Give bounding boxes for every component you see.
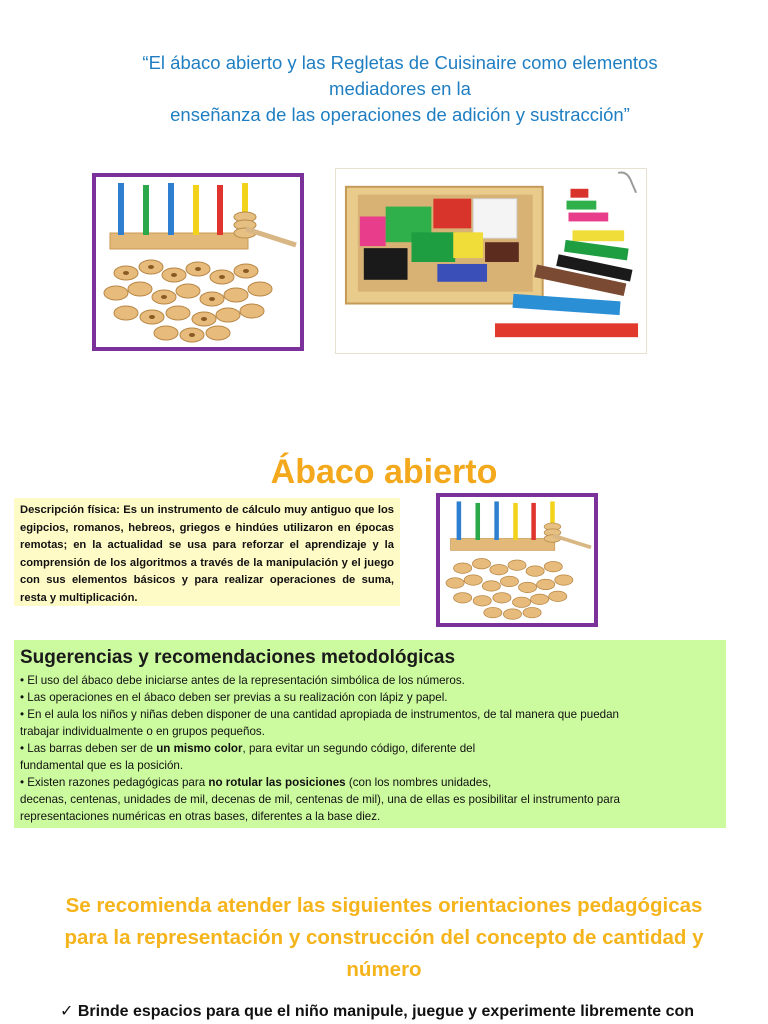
suggestion-emphasis: no rotular las posiciones xyxy=(208,776,346,789)
section-heading-abaco: Ábaco abierto xyxy=(270,453,498,491)
description-box xyxy=(14,498,400,606)
recommendation-line-3: número xyxy=(346,958,422,981)
abacus-illustration xyxy=(96,177,300,347)
recommendation-line-1: Se recomienda atender las siguientes orientaciones pedagógicas xyxy=(65,894,703,917)
suggestion-text: • Las barras deben ser de xyxy=(20,742,157,755)
description-text: Es un instrumento de cálculo muy antiguo que los egipcios, romanos, hebreos, griegos e hindúes utilizaron en épocas remotas; en la actualidad se usa para reforzar el aprendizaje y la comprensión de los algoritmos a través de la manipulación y el juego con sus elementos básicos y para realizar operaciones de suma, resta y multiplicación. xyxy=(20,504,394,604)
suggestion-line: trabajar individualmente o en grupos pequeños. xyxy=(20,725,265,738)
document-title xyxy=(60,50,740,128)
suggestion-line xyxy=(20,774,720,791)
cuisenaire-illustration xyxy=(336,169,646,353)
suggestion-line: representaciones numéricas en otras bases, diferentes a la base diez. xyxy=(20,810,381,823)
suggestion-text: • Existen razones pedagógicas para xyxy=(20,776,209,789)
abacus-photo xyxy=(92,173,304,351)
suggestion-line: • En el aula los niños y niñas deben disponer de una cantidad apropiada de instrumentos, de tal manera que puedan xyxy=(20,708,619,721)
title-line-1: “El ábaco abierto y las Regletas de Cuisinaire como elementos xyxy=(142,52,658,73)
description-label: Descripción física: xyxy=(20,504,120,516)
suggestions-box xyxy=(14,640,726,828)
abacus-photo-small xyxy=(436,493,598,627)
title-line-2: mediadores en la xyxy=(329,78,471,99)
suggestion-line xyxy=(20,740,720,757)
check-list-item xyxy=(60,1000,760,1024)
check-mark-icon: ✓ xyxy=(60,1003,74,1020)
cuisenaire-rods-photo xyxy=(335,168,647,354)
suggestion-line: • Las operaciones en el ábaco deben ser previas a su realización con lápiz y papel. xyxy=(20,691,448,704)
suggestion-line: fundamental que es la posición. xyxy=(20,759,184,772)
suggestion-text: (con los nombres unidades, xyxy=(345,776,492,789)
title-line-3: enseñanza de las operaciones de adición y sustracción” xyxy=(170,104,630,125)
suggestion-line: • El uso del ábaco debe iniciarse antes de la representación simbólica de los números. xyxy=(20,674,465,687)
suggestion-emphasis: un mismo color xyxy=(156,742,243,755)
suggestion-line: decenas, centenas, unidades de mil, decenas de mil, centenas de mil), una de ellas es posibilitar el instrumento para xyxy=(20,793,620,806)
suggestion-text: , para evitar un segundo código, diferente del xyxy=(242,742,476,755)
recommendation-line-2: para la representación y construcción del concepto de cantidad y xyxy=(64,926,704,949)
suggestions-heading: Sugerencias y recomendaciones metodológicas xyxy=(20,647,456,668)
abacus-illustration-small xyxy=(440,497,594,623)
recommendation-heading xyxy=(20,890,748,986)
check-item-text: Brinde espacios para que el niño manipule, juegue y experimente libremente con xyxy=(77,1003,695,1020)
